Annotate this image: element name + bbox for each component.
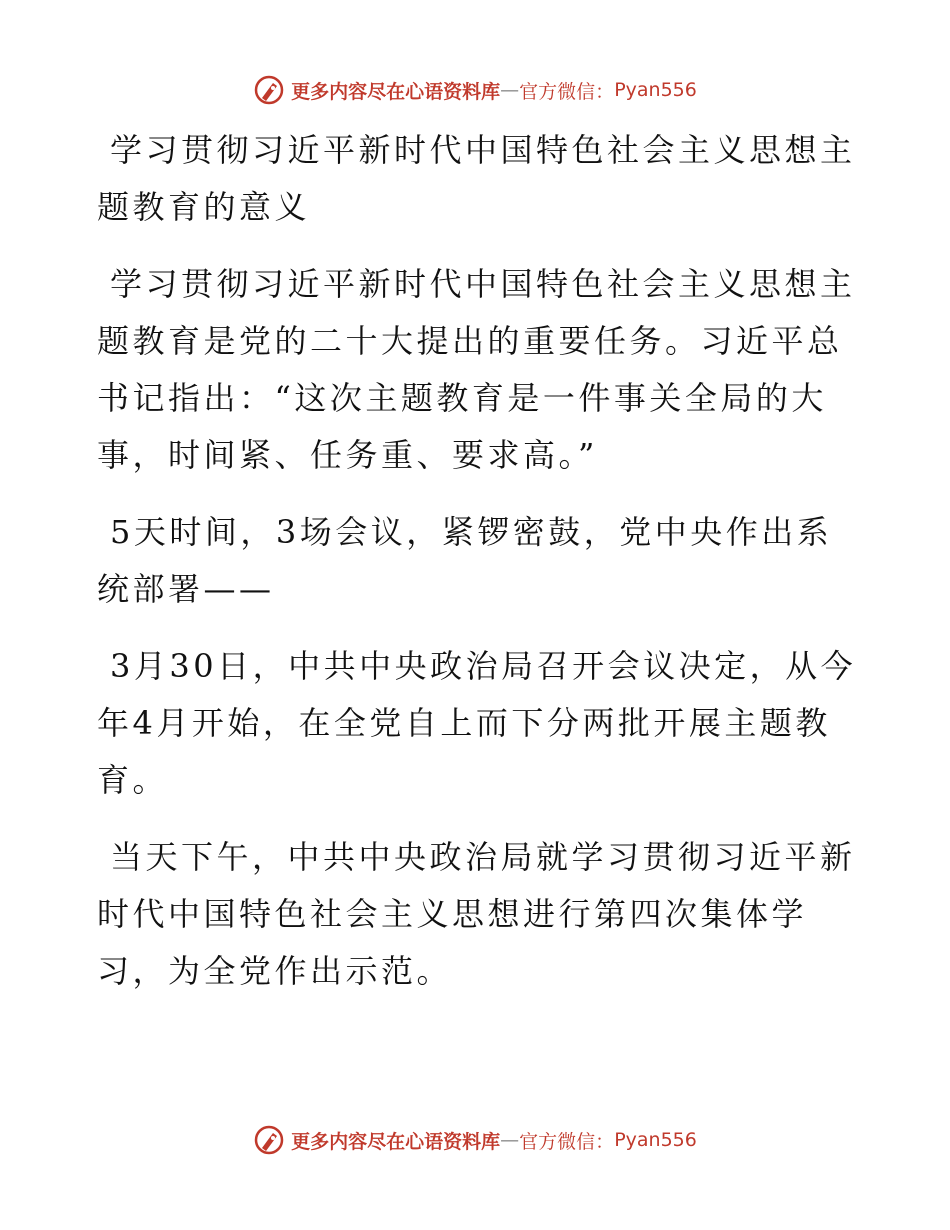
- watermark-wechat-id: Pyan556: [614, 79, 697, 101]
- watermark-wechat-label: 官方微信：: [519, 1130, 615, 1153]
- watermark-separator: —: [500, 79, 520, 101]
- paragraph-4: 当天下午，中共中央政治局就学习贯彻习近平新时代中国特色社会主义思想进行第四次集体学习，为全党作出示范。: [97, 838, 856, 990]
- document-title: 学习贯彻习近平新时代中国特色社会主义思想主题教育的意义: [97, 131, 856, 226]
- paragraph-2: 5天时间，3场会议，紧锣密鼓，党中央作出系统部署——: [97, 513, 833, 608]
- pen-nib-circle-icon: [253, 74, 285, 106]
- watermark-wechat-id: Pyan556: [614, 1129, 697, 1151]
- paragraph-3: 3月30日，中共中央政治局召开会议决定，从今年4月开始，在全党自上而下分两批开展主题教育。: [97, 647, 857, 799]
- document-body: [97, 122, 857, 1020]
- watermark-separator: —: [500, 1129, 520, 1151]
- watermark-brand: 更多内容尽在心语资料库: [291, 1130, 501, 1153]
- pen-nib-circle-icon: [253, 1124, 285, 1156]
- header-watermark: [0, 70, 950, 110]
- watermark-brand: 更多内容尽在心语资料库: [291, 80, 501, 103]
- watermark-wechat-label: 官方微信：: [519, 80, 615, 103]
- footer-watermark: [0, 1120, 950, 1160]
- paragraph-1: 学习贯彻习近平新时代中国特色社会主义思想主题教育是党的二十大提出的重要任务。习近平总书记指出：“这次主题教育是一件事关全局的大事，时间紧、任务重、要求高。”: [97, 265, 856, 474]
